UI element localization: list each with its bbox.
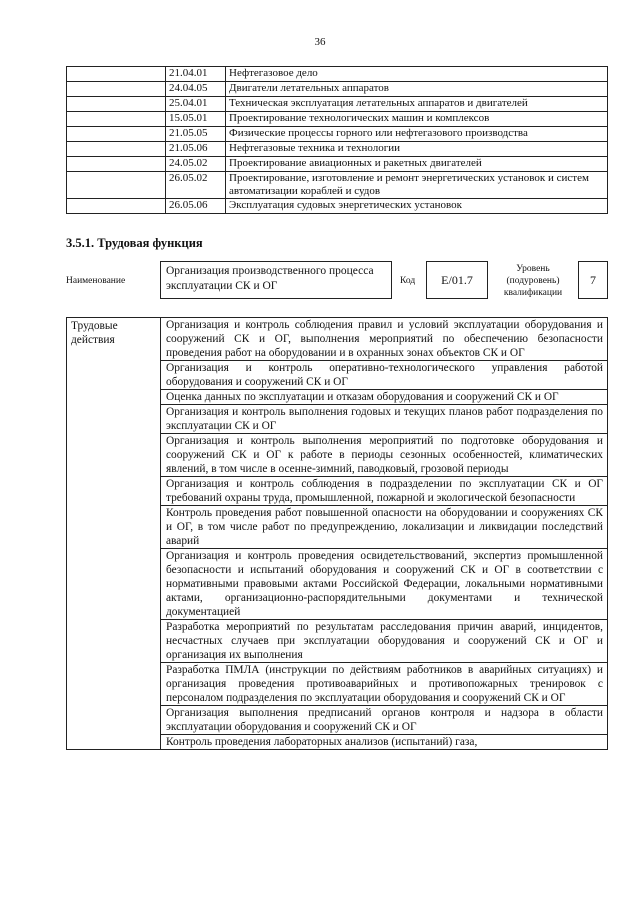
codes-empty-cell xyxy=(67,82,166,97)
codes-empty-cell xyxy=(67,157,166,172)
labor-action-row xyxy=(67,318,608,361)
section-title: 3.5.1. Трудовая функция xyxy=(66,236,203,250)
specialty-name: Техническая эксплуатация летательных аппаратов и двигателей xyxy=(226,97,608,112)
codes-empty-cell xyxy=(67,142,166,157)
qualification-level: 7 xyxy=(578,261,608,299)
specialty-code: 15.05.01 xyxy=(166,112,226,127)
labor-action-text: Оценка данных по эксплуатации и отказам оборудования и сооружений СК и ОГ xyxy=(161,390,608,405)
labor-actions-label: Трудовые действия xyxy=(67,318,161,750)
codes-row xyxy=(67,142,608,157)
labor-action-text: Организация и контроль проведения освидетельствований, экспертиз промышленной безопасности и испытаний оборудования и сооружений СК и ОГ в соответствии с нормативными правовыми актами Российской Федерации, локальными нормативными актами, организационно-распорядительными документами и технической документацией xyxy=(161,549,608,620)
codes-row xyxy=(67,112,608,127)
specialty-code: 26.05.06 xyxy=(166,199,226,214)
name-label: Наименование xyxy=(66,276,126,286)
specialty-name: Физические процессы горного или нефтегазового производства xyxy=(226,127,608,142)
specialty-code: 24.05.02 xyxy=(166,157,226,172)
specialty-code: 21.05.05 xyxy=(166,127,226,142)
codes-row xyxy=(67,82,608,97)
codes-row xyxy=(67,67,608,82)
specialty-name: Двигатели летательных аппаратов xyxy=(226,82,608,97)
labor-action-text: Разработка мероприятий по результатам расследования причин аварий, инцидентов, несчастных случаев при эксплуатации оборудования и сооружений СК и ОГ и организация их выполнения xyxy=(161,620,608,663)
labor-action-text: Организация выполнения предписаний органов контроля и надзора в области эксплуатации оборудования и сооружений СК и ОГ xyxy=(161,706,608,735)
labor-action-text: Организация и контроль соблюдения в подразделении по эксплуатации СК и ОГ требований охраны труда, промышленной, пожарной и экологической безопасности xyxy=(161,477,608,506)
codes-row xyxy=(67,127,608,142)
codes-row xyxy=(67,157,608,172)
code-label: Код xyxy=(400,276,416,286)
codes-empty-cell xyxy=(67,67,166,82)
specialty-code: 24.04.05 xyxy=(166,82,226,97)
specialty-name: Проектирование технологических машин и комплексов xyxy=(226,112,608,127)
codes-empty-cell xyxy=(67,112,166,127)
labor-action-text: Организация и контроль выполнения годовых и текущих планов работ подразделения по эксплуатации СК и ОГ xyxy=(161,405,608,434)
function-name: Организация производственного процесса эксплуатации СК и ОГ xyxy=(160,261,392,299)
labor-action-text: Контроль проведения лабораторных анализов (испытаний) газа, xyxy=(161,735,608,750)
codes-row xyxy=(67,199,608,214)
codes-empty-cell xyxy=(67,199,166,214)
labor-action-text: Организация и контроль оперативно-технологического управления работой оборудования и сооружений СК и ОГ xyxy=(161,361,608,390)
specialty-name: Проектирование авиационных и ракетных двигателей xyxy=(226,157,608,172)
codes-row xyxy=(67,97,608,112)
level-label: Уровень (подуровень) квалификации xyxy=(503,264,563,298)
codes-row xyxy=(67,172,608,199)
specialty-name: Эксплуатация судовых энергетических установок xyxy=(226,199,608,214)
specialty-name: Проектирование, изготовление и ремонт энергетических установок и систем автоматизации кораблей и судов xyxy=(226,172,608,199)
specialty-code: 26.05.02 xyxy=(166,172,226,199)
specialty-code: 21.05.06 xyxy=(166,142,226,157)
labor-action-text: Контроль проведения работ повышенной опасности на оборудовании и сооружениях СК и ОГ, в том числе работ по предупреждению, локализации и ликвидации последствий аварий xyxy=(161,506,608,549)
specialty-code: 21.04.01 xyxy=(166,67,226,82)
specialty-name: Нефтегазовые техника и технологии xyxy=(226,142,608,157)
specialty-code: 25.04.01 xyxy=(166,97,226,112)
codes-empty-cell xyxy=(67,97,166,112)
labor-action-text: Разработка ПМЛА (инструкции по действиям работников в аварийных ситуациях) и организация проведения противоаварийных и противопожарных тренировок с персоналом подразделения по эксплуатации оборудования и сооружений СК и ОГ xyxy=(161,663,608,706)
function-code: Е/01.7 xyxy=(426,261,488,299)
labor-action-text: Организация и контроль соблюдения правил и условий эксплуатации оборудования и сооружений СК и ОГ, выполнения мероприятий по обеспечению безопасности проведения работ на оборудовании и в охранных зонах объектов СК и ОГ xyxy=(161,318,608,361)
page-number: 36 xyxy=(314,36,326,48)
codes-table xyxy=(66,66,608,214)
codes-empty-cell xyxy=(67,127,166,142)
labor-actions-table xyxy=(66,317,608,750)
specialty-name: Нефтегазовое дело xyxy=(226,67,608,82)
codes-empty-cell xyxy=(67,172,166,199)
labor-action-text: Организация и контроль выполнения мероприятий по подготовке оборудования и сооружений СК и ОГ к работе в периоды сезонных особенностей, климатических явлений, в том числе в осенне-зимний, паводковый, грозовой периоды xyxy=(161,434,608,477)
